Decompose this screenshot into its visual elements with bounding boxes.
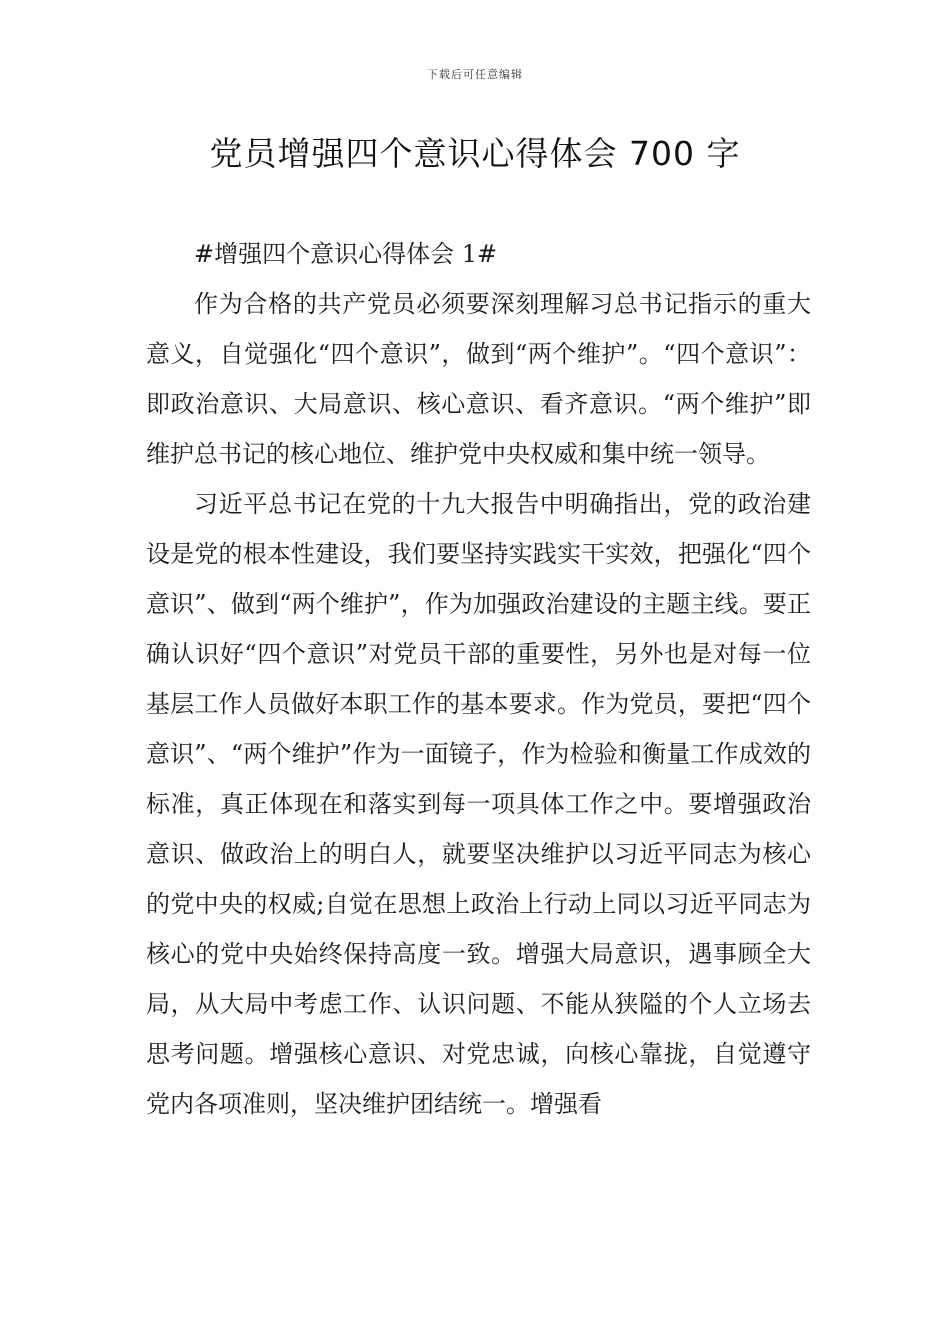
document-body (146, 229, 811, 1129)
document-title: 党员增强四个意识心得体会 700 字 (209, 134, 741, 173)
paragraph-1: 作为合格的共产党员必须要深刻理解习总书记指示的重大意义，自觉强化“四个意识”，做到“两个维护”。“四个意识”：即政治意识、大局意识、核心意识、看齐意识。“两个维护”即维护总书记的核心地位、维护党中央权威和集中统一领导。 (146, 290, 811, 468)
header-note: 下载后可任意编辑 (427, 68, 523, 81)
paragraph-2: 习近平总书记在党的十九大报告中明确指出，党的政治建设是党的根本性建设，我们要坚持实践实干实效，把强化“四个意识”、做到“两个维护”，作为加强政治建设的主题主线。要正确认识好“四个意识”对党员干部的重要性，另外也是对每一位基层工作人员做好本职工作的基本要求。作为党员，要把“四个意识”、“两个维护”作为一面镜子，作为检验和衡量工作成效的标准，真正体现在和落实到每一项具体工作之中。要增强政治意识、做政治上的明白人，就要坚决维护以习近平同志为核心的党中央的权威;自觉在思想上政治上行动上同以习近平同志为核心的党中央始终保持高度一致。增强大局意识，遇事顾全大局，从大局中考虑工作、认识问题、不能从狭隘的个人立场去思考问题。增强核心意识、对党忠诚，向核心靠拢，自觉遵守党内各项准则，坚决维护团结统一。增强看 (146, 490, 811, 1118)
section-heading: #增强四个意识心得体会 1# (194, 240, 498, 268)
